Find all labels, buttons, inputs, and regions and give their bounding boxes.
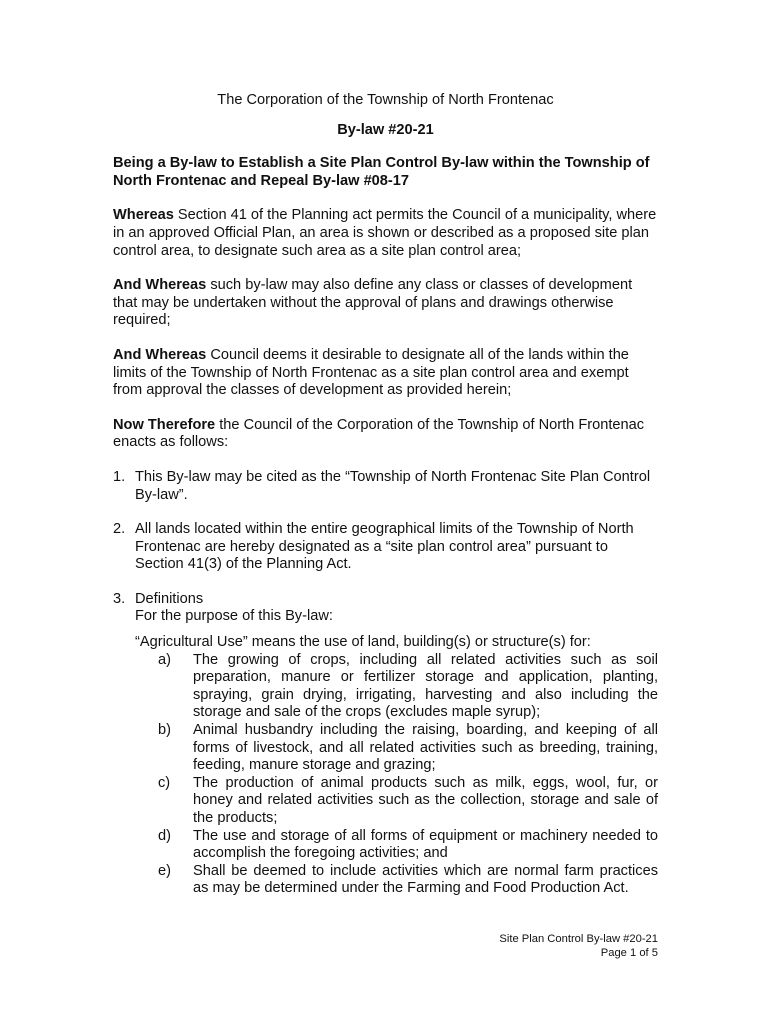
item-letter: a)	[158, 651, 171, 668]
definitions-intro: For the purpose of this By-law:	[135, 608, 333, 625]
section-number: 3.	[113, 590, 126, 607]
item-letter: c)	[158, 774, 171, 791]
item-letter: b)	[158, 722, 171, 739]
bylaw-number: By-law #20-21	[337, 121, 434, 138]
recital-text: the Council of the Corporation of the Township of North Frontenac enacts as follows:	[113, 416, 645, 451]
agricultural-use-intro: “Agricultural Use” means the use of land, building(s) or structure(s) for:	[135, 634, 591, 651]
recital-lead: Now Therefore	[113, 416, 216, 433]
item-letter: d)	[158, 827, 171, 844]
definition-item	[113, 863, 658, 898]
section-item	[113, 521, 658, 574]
recital-and-whereas-1	[113, 277, 658, 330]
section-list	[113, 469, 658, 652]
item-text: The growing of crops, including all related activities such as soil preparation, manure or fertilizer storage and application, planting, spraying, grain drying, irrigating, harvesting and also including the storage and sale of the crops (excludes maple syrup);	[193, 651, 658, 721]
enacting-clause	[113, 417, 658, 452]
definition-item	[113, 652, 658, 722]
footer-page-number: Page 1 of 5	[600, 947, 658, 959]
section-item	[113, 469, 658, 504]
corporation-heading: The Corporation of the Township of North Frontenac	[217, 92, 554, 108]
agricultural-use-list	[113, 652, 658, 898]
page-footer	[499, 932, 658, 960]
definition-item	[113, 722, 658, 775]
recital-text: such by-law may also define any class or classes of development that may be undertaken without the approval of plans and drawings otherwise required;	[113, 277, 633, 329]
section-number: 1.	[113, 468, 126, 485]
section-text: This By-law may be cited as the “Township of North Frontenac Site Plan Control By-law”.	[135, 468, 651, 503]
recital-lead: And Whereas	[113, 277, 207, 294]
section-text: All lands located within the entire geographical limits of the Township of North Frontenac are hereby designated as a “site plan control area” pursuant to Section 41(3) of the Planning Act.	[135, 521, 634, 573]
footer-doc-name: Site Plan Control By-law #20-21	[499, 933, 658, 945]
definition-item	[113, 775, 658, 828]
item-text: Shall be deemed to include activities which are normal farm practices as may be determined under the Farming and Food Production Act.	[193, 862, 658, 897]
recital-lead: Whereas	[113, 207, 174, 224]
recital-text: Council deems it desirable to designate all of the lands within the limits of the Township of North Frontenac as a site plan control area and exempt from approval the classes of development as provided herein;	[113, 346, 629, 399]
section-number: 2.	[113, 521, 126, 538]
bylaw-title: Being a By-law to Establish a Site Plan Control By-law within the Township of North Frontenac and Repeal By-law #08-17	[113, 155, 650, 189]
item-text: Animal husbandry including the raising, boarding, and keeping of all forms of livestock, and all related activities such as breeding, training, feeding, manure storage and grazing;	[193, 722, 658, 774]
definition-item	[113, 828, 658, 863]
section-item-definitions	[113, 591, 658, 652]
item-text: The use and storage of all forms of equipment or machinery needed to accomplish the foregoing activities; and	[193, 827, 658, 862]
recital-text: Section 41 of the Planning act permits the Council of a municipality, where in an approved Official Plan, an area is shown or described as a proposed site plan control area, to designate such area as a site plan control area;	[113, 207, 657, 259]
recital-and-whereas-2	[113, 347, 658, 400]
document-page	[113, 92, 658, 898]
item-letter: e)	[158, 862, 171, 879]
item-text: The production of animal products such as milk, eggs, wool, fur, or honey and related activities such as the collection, storage and sale of the products;	[193, 774, 658, 826]
recital-lead: And Whereas	[113, 346, 207, 363]
recital-whereas	[113, 207, 658, 260]
section-text: Definitions	[135, 590, 204, 607]
